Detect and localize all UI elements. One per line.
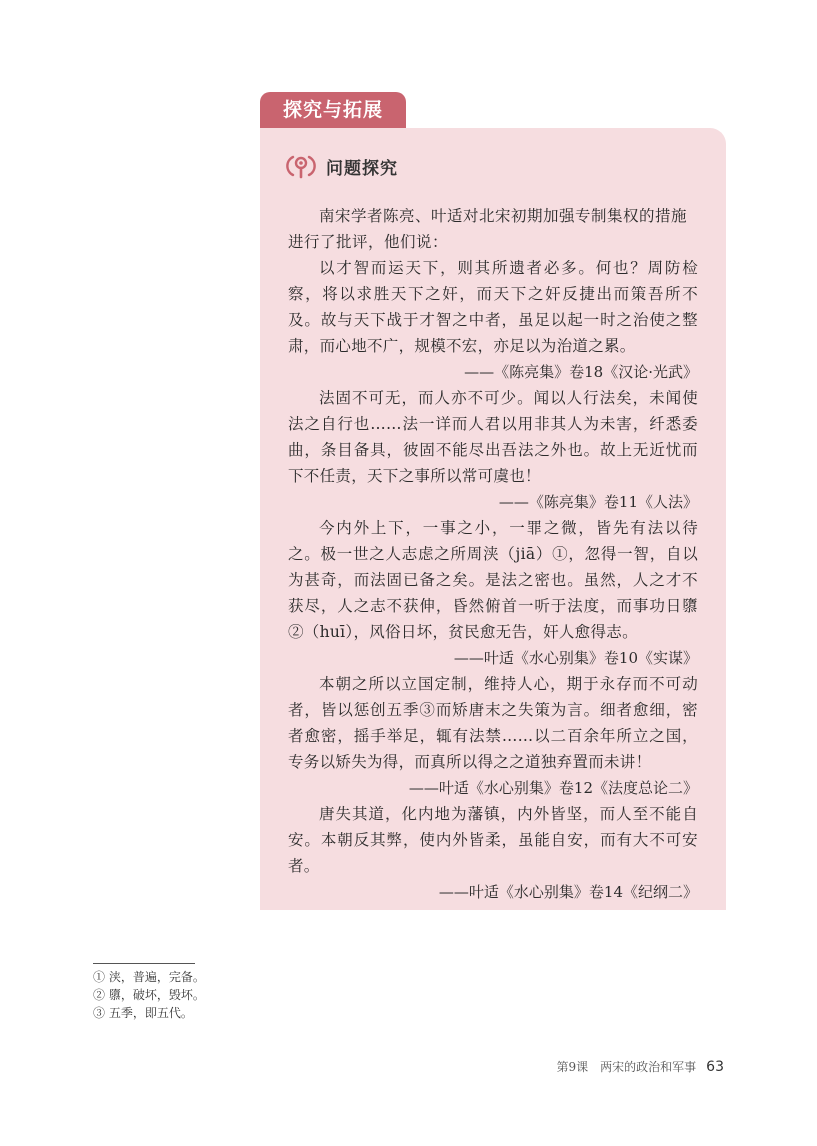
footnotes xyxy=(93,968,205,1022)
quote-source: ——叶适《水心别集》卷12《法度总论二》 xyxy=(408,779,698,797)
quote-source: ——《陈亮集》卷11《人法》 xyxy=(498,493,698,511)
subsection-title: 问题探究 xyxy=(326,158,398,179)
location-pin-icon xyxy=(286,151,316,181)
section-tab: 探究与拓展 xyxy=(260,92,406,128)
quote-paragraph: 今内外上下，一事之小，一罪之微，皆先有法以待之。极一世之人志虑之所周浃（jiā）①，忽得一智，自以为甚奇，而法固已备之矣。是法之密也。虽然，人之才不获尽，人之志不获伸，昏然俯首一听于法度，而事功日隳②（huī），风俗日坏，贫民愈无告，奸人愈得志。 xyxy=(288,519,698,641)
footnote: ① 浃，普遍，完备。 xyxy=(93,970,205,984)
footnote: ② 隳，破坏，毁坏。 xyxy=(93,988,205,1002)
lesson-title: 第9课 两宋的政治和军事 xyxy=(556,1060,697,1074)
footnote-divider xyxy=(93,963,195,964)
intro-paragraph: 南宋学者陈亮、叶适对北宋初期加强专制集权的措施进行了批评，他们说： xyxy=(288,207,688,251)
quote-source: ——叶适《水心别集》卷14《纪纲二》 xyxy=(438,883,698,901)
subsection-header xyxy=(286,150,398,182)
page-footer xyxy=(557,1058,724,1075)
footnote: ③ 五季，即五代。 xyxy=(93,1006,193,1020)
quote-source: ——叶适《水心别集》卷10《实谋》 xyxy=(453,649,698,667)
quote-paragraph: 本朝之所以立国定制，维持人心，期于永存而不可动者，皆以惩创五季③而矫唐末之失策为言。细者愈细，密者愈密，摇手举足，辄有法禁……以二百余年所立之国，专务以矫失为得，而真所以得之之道独弃置而未讲！ xyxy=(288,675,698,771)
page-number: 63 xyxy=(706,1059,724,1075)
quote-source: ——《陈亮集》卷18《汉论·光武》 xyxy=(464,363,698,381)
quote-paragraph: 法固不可无，而人亦不可少。闻以人行法矣，未闻使法之自行也……法一详而人君以用非其人为未害，纤悉委曲，条目备具，彼固不能尽出吾法之外也。故上无近忧而下不任责，天下之事所以常可虞也！ xyxy=(288,389,698,485)
quote-paragraph: 唐失其道，化内地为藩镇，内外皆坚，而人至不能自安。本朝反其弊，使内外皆柔，虽能自安，而有大不可安者。 xyxy=(288,805,698,875)
quote-paragraph: 以才智而运天下，则其所遗者必多。何也？周防检察，将以求胜天下之奸，而天下之奸反捷出而策吾所不及。故与天下战于才智之中者，虽足以起一时之治使之整肃，而心地不广，规模不宏，亦足以为治道之累。 xyxy=(288,259,698,355)
content-body xyxy=(288,203,698,905)
